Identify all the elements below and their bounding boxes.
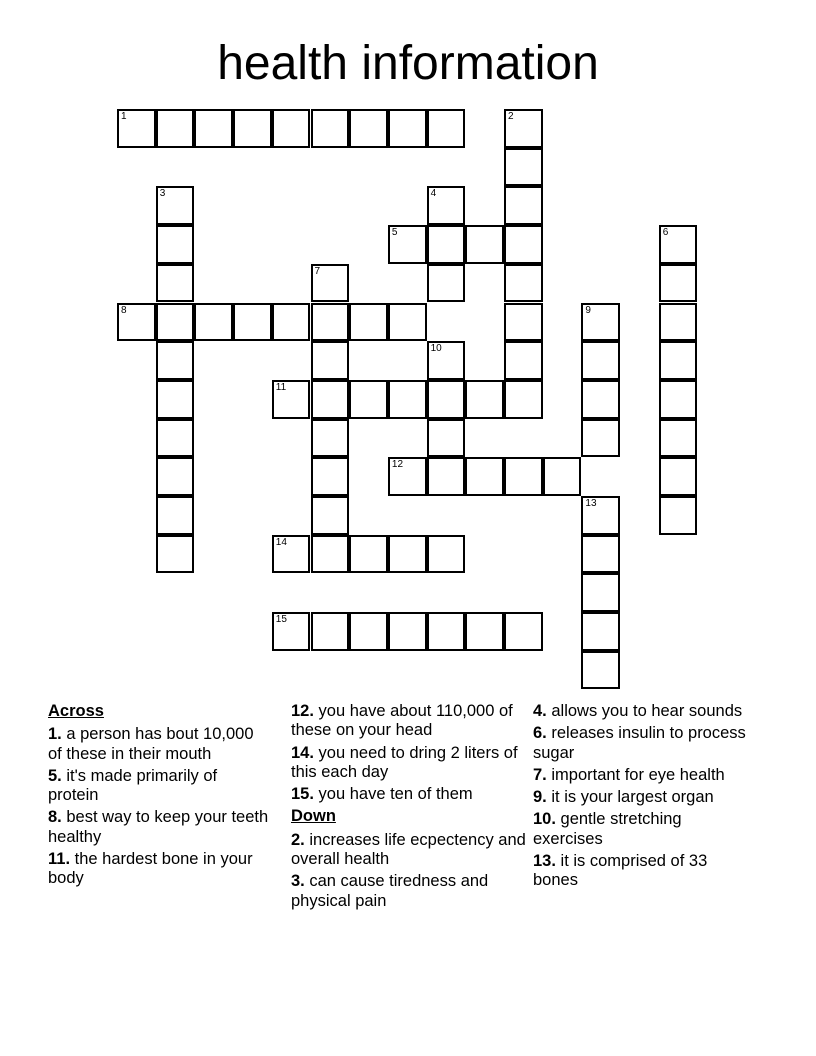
clue-down-10 bbox=[533, 810, 751, 849]
clue-text: allows you to hear sounds bbox=[551, 702, 743, 720]
grid-cell[interactable] bbox=[156, 380, 195, 419]
grid-cell[interactable] bbox=[349, 535, 388, 574]
clue-across-8 bbox=[48, 808, 270, 847]
grid-cell[interactable] bbox=[659, 225, 698, 264]
grid-cell[interactable] bbox=[233, 303, 272, 342]
clue-number: 4. bbox=[533, 702, 547, 720]
grid-cell[interactable] bbox=[194, 109, 233, 148]
clue-down-3 bbox=[291, 872, 527, 911]
clue-across-14 bbox=[291, 744, 527, 783]
grid-cell[interactable] bbox=[156, 457, 195, 496]
clue-number: 7. bbox=[533, 765, 547, 784]
grid-cell[interactable] bbox=[311, 535, 350, 574]
grid-cell[interactable] bbox=[311, 419, 350, 458]
grid-cell[interactable] bbox=[581, 612, 620, 651]
clue-text: you have ten of them bbox=[318, 785, 473, 804]
grid-cell[interactable] bbox=[427, 341, 466, 380]
clue-number: 14. bbox=[291, 743, 314, 762]
clue-text: it is your largest organ bbox=[551, 788, 714, 807]
clue-text: it is comprised of 33 bones bbox=[533, 852, 708, 890]
grid-cell[interactable] bbox=[156, 264, 195, 303]
grid-cell[interactable] bbox=[388, 457, 427, 496]
grid-cell[interactable] bbox=[465, 612, 504, 651]
grid-cell[interactable] bbox=[465, 380, 504, 419]
clue-across-12 bbox=[291, 702, 527, 741]
grid-cell[interactable] bbox=[581, 573, 620, 612]
clue-number: 9. bbox=[533, 788, 547, 807]
grid-cell[interactable] bbox=[156, 419, 195, 458]
clue-number: 1. bbox=[48, 725, 62, 744]
grid-cell[interactable] bbox=[156, 225, 195, 264]
clues-column-3 bbox=[533, 702, 751, 894]
grid-cell[interactable] bbox=[581, 380, 620, 419]
grid-cell[interactable] bbox=[659, 341, 698, 380]
grid-cell[interactable] bbox=[117, 109, 156, 148]
grid-cell[interactable] bbox=[659, 264, 698, 303]
grid-cell[interactable] bbox=[272, 109, 311, 148]
grid-cell[interactable] bbox=[311, 380, 350, 419]
clue-number: 12. bbox=[291, 702, 314, 720]
clue-across-15 bbox=[291, 785, 527, 804]
grid-cell[interactable] bbox=[504, 612, 543, 651]
cell-number: 7 bbox=[314, 265, 321, 277]
grid-cell[interactable] bbox=[504, 341, 543, 380]
grid-cell[interactable] bbox=[349, 380, 388, 419]
clue-text: gentle stretching exercises bbox=[533, 810, 682, 848]
clues-column-1 bbox=[48, 702, 270, 892]
grid-cell[interactable] bbox=[465, 225, 504, 264]
clue-down-4 bbox=[533, 702, 751, 721]
grid-cell[interactable] bbox=[504, 457, 543, 496]
grid-cell[interactable] bbox=[427, 535, 466, 574]
clue-across-11 bbox=[48, 850, 270, 889]
cell-number: 15 bbox=[275, 614, 287, 626]
cell-number: 6 bbox=[662, 227, 669, 239]
grid-cell[interactable] bbox=[311, 496, 350, 535]
grid-cell[interactable] bbox=[504, 264, 543, 303]
grid-cell[interactable] bbox=[156, 535, 195, 574]
grid-cell[interactable] bbox=[427, 612, 466, 651]
cell-number: 4 bbox=[430, 188, 437, 200]
across-header: Across bbox=[48, 702, 104, 720]
grid-cell[interactable] bbox=[427, 186, 466, 225]
grid-cell[interactable] bbox=[272, 535, 311, 574]
grid-cell[interactable] bbox=[504, 303, 543, 342]
grid-cell[interactable] bbox=[659, 457, 698, 496]
clue-text: releases insulin to process sugar bbox=[533, 724, 746, 762]
clue-down-9 bbox=[533, 788, 751, 807]
grid-cell[interactable] bbox=[581, 535, 620, 574]
grid-cell[interactable] bbox=[504, 148, 543, 187]
grid-cell[interactable] bbox=[504, 225, 543, 264]
cell-number: 5 bbox=[391, 227, 398, 239]
clue-across-5 bbox=[48, 767, 270, 806]
grid-cell[interactable] bbox=[543, 457, 582, 496]
grid-cell[interactable] bbox=[388, 380, 427, 419]
grid-cell[interactable] bbox=[504, 109, 543, 148]
grid-cell[interactable] bbox=[311, 303, 350, 342]
grid-cell[interactable] bbox=[581, 496, 620, 535]
clue-text: can cause tiredness and physical pain bbox=[291, 872, 489, 910]
grid-cell[interactable] bbox=[581, 419, 620, 458]
grid-cell[interactable] bbox=[156, 186, 195, 225]
grid-cell[interactable] bbox=[194, 303, 233, 342]
grid-cell[interactable] bbox=[156, 109, 195, 148]
grid-cell[interactable] bbox=[349, 303, 388, 342]
grid-cell[interactable] bbox=[427, 419, 466, 458]
grid-cell[interactable] bbox=[311, 341, 350, 380]
grid-cell[interactable] bbox=[659, 303, 698, 342]
cell-number: 3 bbox=[159, 188, 166, 200]
clue-text: important for eye health bbox=[551, 765, 725, 784]
cell-number: 13 bbox=[585, 498, 597, 509]
clue-number: 10. bbox=[533, 810, 556, 829]
cell-number: 8 bbox=[121, 304, 127, 316]
clue-text: you have about 110,000 of these on your head bbox=[291, 702, 513, 740]
grid-cell[interactable] bbox=[311, 109, 350, 148]
grid-cell[interactable] bbox=[117, 303, 156, 342]
clue-text: increases life ecpectency and overall health bbox=[291, 830, 526, 869]
grid-cell[interactable] bbox=[272, 303, 311, 342]
clue-number: 3. bbox=[291, 872, 305, 891]
grid-cell[interactable] bbox=[427, 225, 466, 264]
cell-number: 14 bbox=[275, 536, 287, 548]
grid-cell[interactable] bbox=[311, 612, 350, 651]
cell-number: 2 bbox=[508, 111, 514, 122]
cell-number: 11 bbox=[275, 381, 287, 393]
grid-cell[interactable] bbox=[388, 612, 427, 651]
grid-cell[interactable] bbox=[349, 612, 388, 651]
cell-number: 9 bbox=[585, 304, 591, 316]
grid-cell[interactable] bbox=[272, 380, 311, 419]
clue-number: 11. bbox=[48, 850, 71, 869]
clue-text: best way to keep your teeth healthy bbox=[48, 808, 269, 846]
clue-down-2 bbox=[291, 831, 527, 870]
clue-text: a person has bout 10,000 of these in their mouth bbox=[48, 725, 254, 763]
clue-text: it's made primarily of protein bbox=[48, 766, 218, 805]
grid-cell[interactable] bbox=[388, 225, 427, 264]
cell-number: 10 bbox=[430, 343, 442, 355]
grid-cell[interactable] bbox=[465, 457, 504, 496]
clue-text: the hardest bone in your body bbox=[48, 850, 253, 888]
cell-number: 12 bbox=[391, 459, 404, 471]
grid-cell[interactable] bbox=[504, 186, 543, 225]
clue-number: 2. bbox=[291, 830, 305, 849]
puzzle-title: health information bbox=[217, 37, 599, 90]
cell-number: 1 bbox=[121, 111, 127, 122]
clue-number: 6. bbox=[533, 724, 547, 743]
grid-cell[interactable] bbox=[504, 380, 543, 419]
clue-down-7 bbox=[533, 766, 751, 785]
grid-cell[interactable] bbox=[427, 264, 466, 303]
clues-column-2 bbox=[291, 702, 527, 914]
clue-down-6 bbox=[533, 724, 751, 763]
grid-cell[interactable] bbox=[349, 109, 388, 148]
grid-cell[interactable] bbox=[659, 380, 698, 419]
down-header: Down bbox=[291, 807, 336, 826]
clue-across-1 bbox=[48, 725, 270, 764]
grid-cell[interactable] bbox=[581, 303, 620, 342]
clue-text: you need to dring 2 liters of this each day bbox=[291, 743, 518, 781]
grid-cell[interactable] bbox=[156, 496, 195, 535]
clue-number: 8. bbox=[48, 808, 62, 827]
grid-cell[interactable] bbox=[427, 457, 466, 496]
grid-cell[interactable] bbox=[311, 457, 350, 496]
clue-number: 5. bbox=[48, 766, 62, 785]
grid-cell[interactable] bbox=[427, 109, 466, 148]
grid-cell[interactable] bbox=[156, 341, 195, 380]
grid-cell[interactable] bbox=[659, 496, 698, 535]
grid-cell[interactable] bbox=[581, 341, 620, 380]
clue-number: 13. bbox=[533, 852, 556, 871]
grid-cell[interactable] bbox=[156, 303, 195, 342]
grid-cell[interactable] bbox=[427, 380, 466, 419]
grid-cell[interactable] bbox=[272, 612, 311, 651]
clue-number: 15. bbox=[291, 785, 314, 804]
grid-cell[interactable] bbox=[388, 109, 427, 148]
grid-cell[interactable] bbox=[388, 303, 427, 342]
clue-down-13 bbox=[533, 852, 751, 891]
grid-cell[interactable] bbox=[659, 419, 698, 458]
grid-cell[interactable] bbox=[311, 264, 350, 303]
grid-cell[interactable] bbox=[388, 535, 427, 574]
grid-cell[interactable] bbox=[581, 651, 620, 690]
grid-cell[interactable] bbox=[233, 109, 272, 148]
